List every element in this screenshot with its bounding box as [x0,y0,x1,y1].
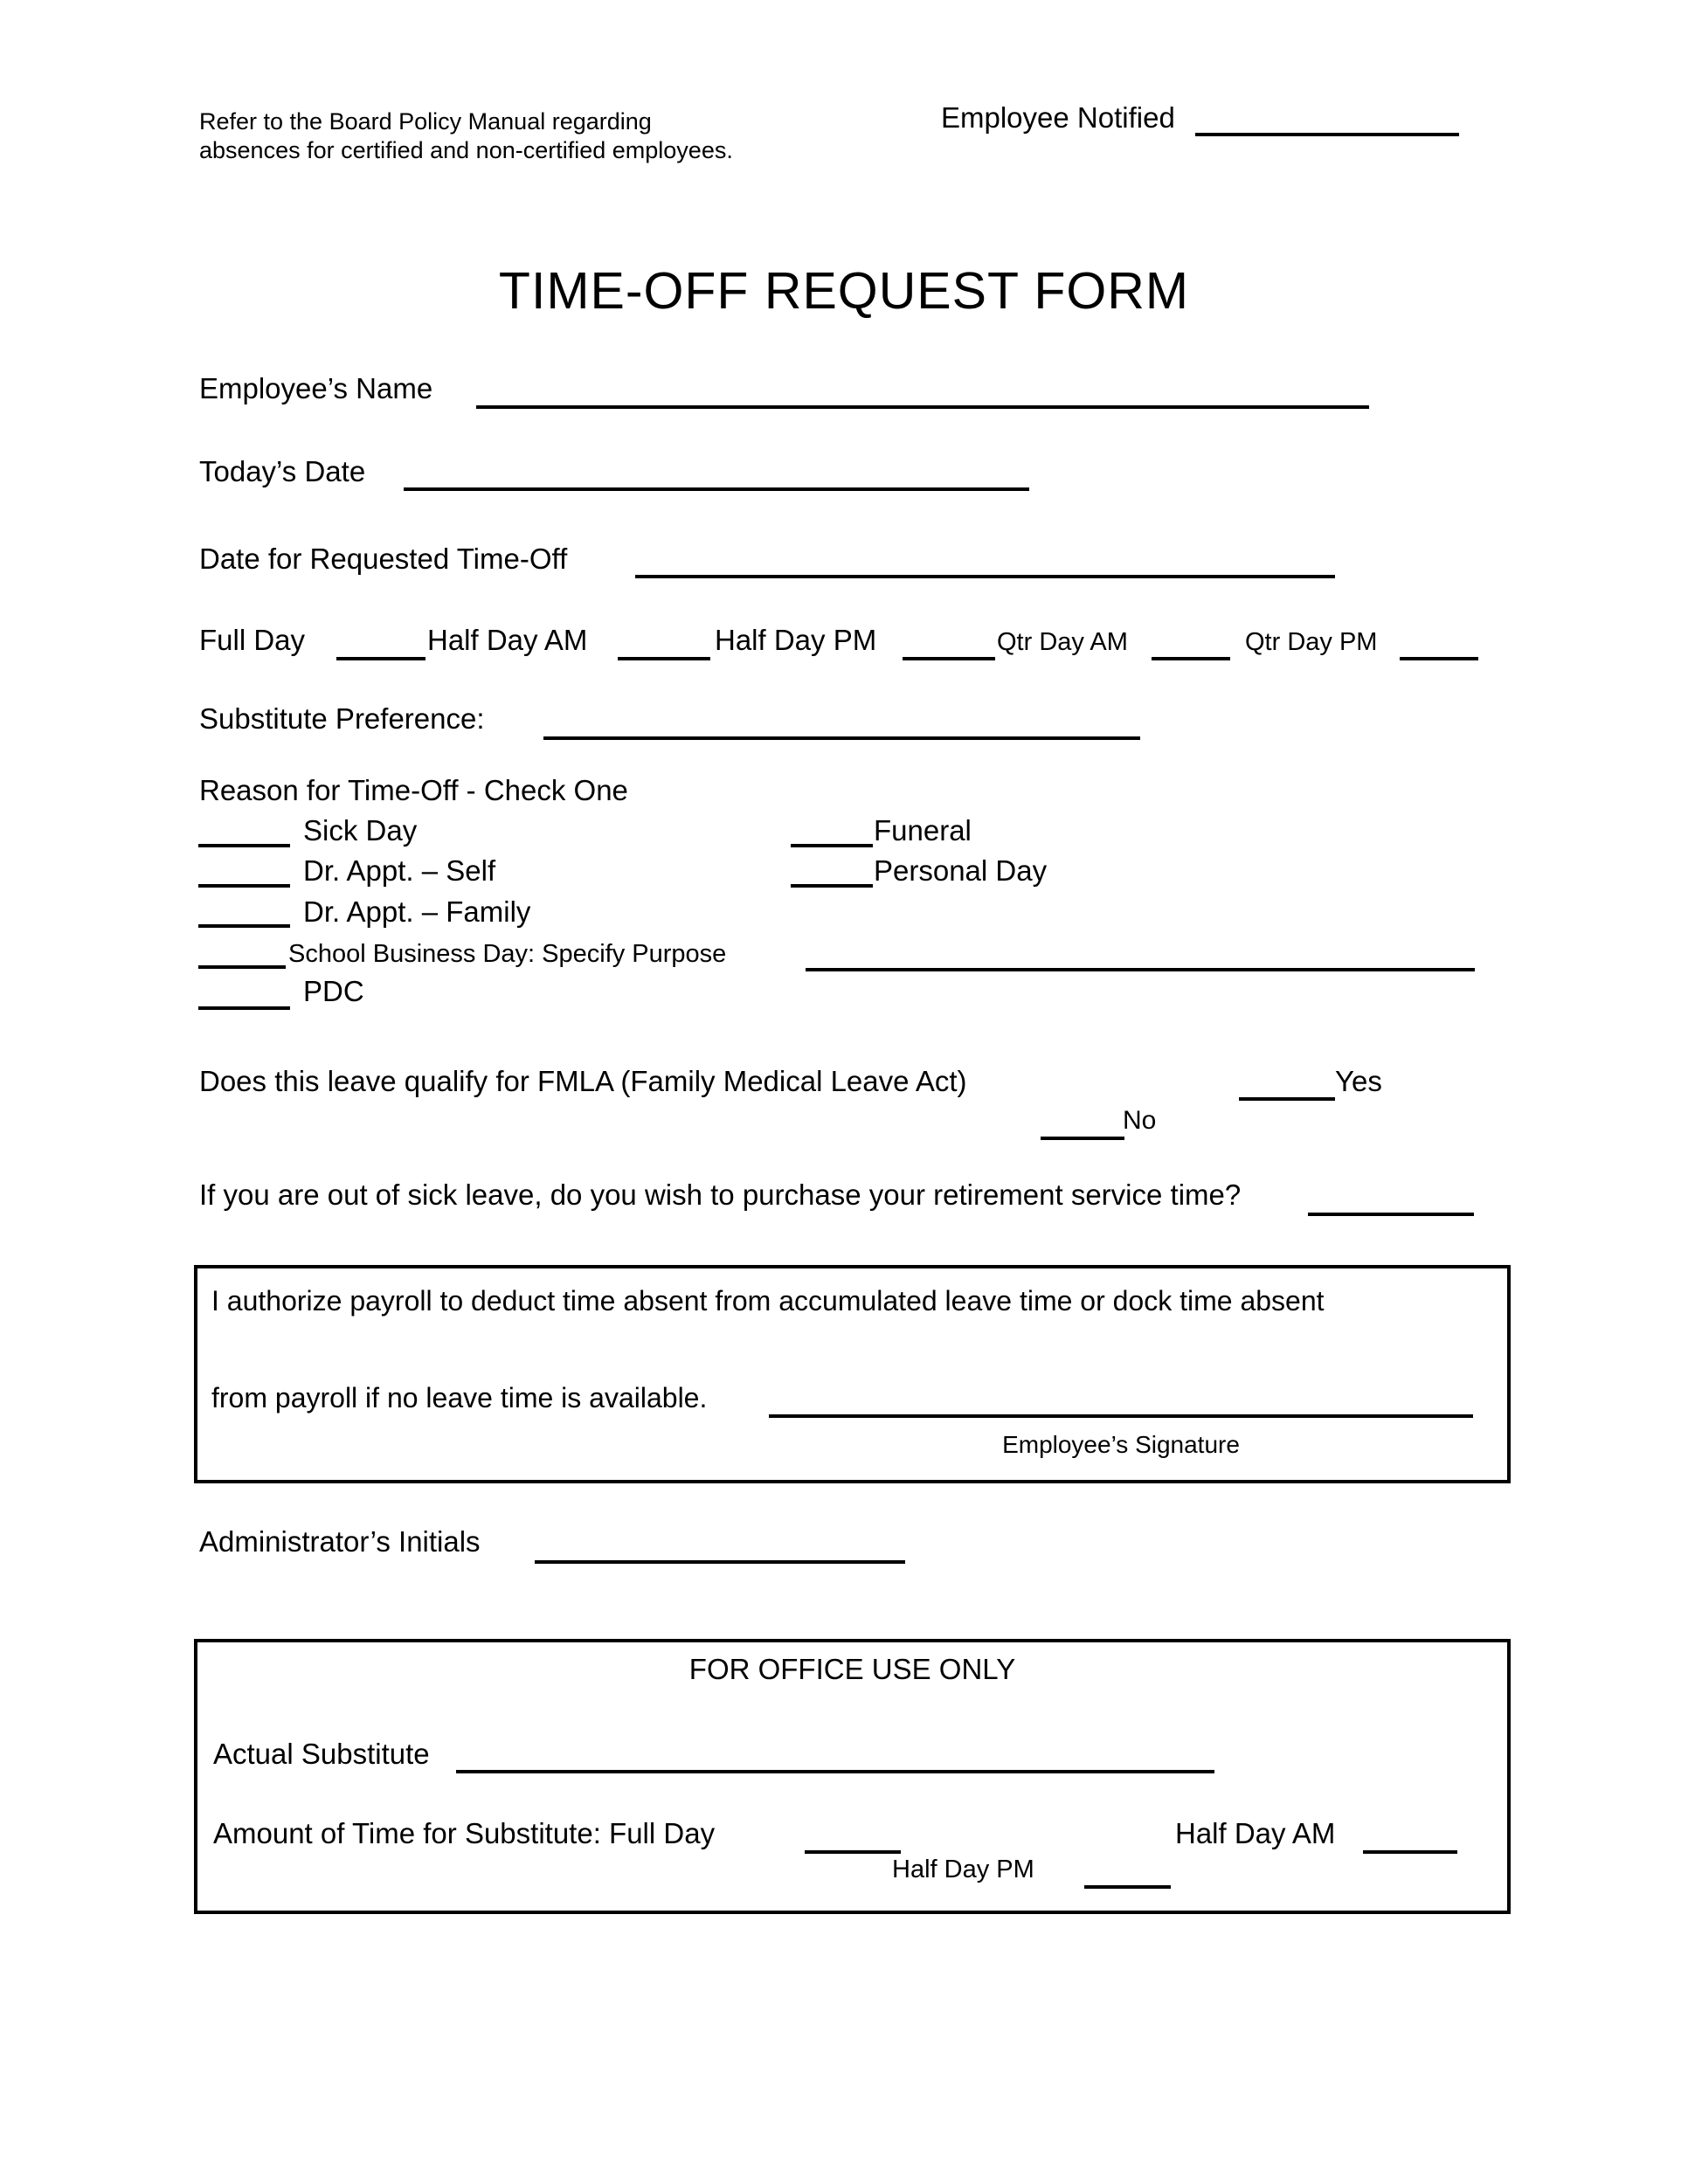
substitute-preference-label: Substitute Preference: [199,702,485,735]
personal-day-blank [791,884,873,888]
dr-appt-self-blank [198,884,290,888]
fmla-no-label: No [1123,1106,1157,1135]
employee-notified-label: Employee Notified [941,101,1175,134]
fmla-yes-label: Yes [1335,1065,1382,1097]
qtr-day-am-label: Qtr Day AM [997,628,1128,656]
half-day-pm-blank [903,657,995,660]
retirement-question: If you are out of sick leave, do you wish to purchase your retirement service time? [199,1178,1242,1211]
half-day-am-blank [618,657,710,660]
board-policy-note-line1: Refer to the Board Policy Manual regarding [199,108,652,135]
half-day-pm-label: Half Day PM [715,624,877,656]
office-full-day-blank [805,1850,901,1854]
office-half-day-pm-label: Half Day PM [892,1856,1034,1883]
employee-name-label: Employee’s Name [199,372,433,404]
dr-appt-self-label: Dr. Appt. – Self [303,854,496,887]
date-requested-blank [635,575,1335,578]
school-business-purpose-blank [806,968,1475,971]
office-half-day-am-blank [1363,1850,1457,1854]
dr-appt-family-label: Dr. Appt. – Family [303,895,531,928]
substitute-preference-blank [543,736,1140,740]
fmla-question: Does this leave qualify for FMLA (Family Medical Leave Act) [199,1065,967,1097]
school-business-label: School Business Day: Specify Purpose [288,940,727,968]
retirement-blank [1308,1213,1474,1216]
personal-day-label: Personal Day [874,854,1048,887]
sick-day-blank [198,844,290,847]
full-day-blank [336,657,425,660]
employee-name-blank [476,405,1369,409]
full-day-label: Full Day [199,624,306,656]
qtr-day-pm-label: Qtr Day PM [1245,628,1378,656]
actual-substitute-blank [456,1770,1214,1773]
fmla-yes-blank [1239,1097,1335,1101]
half-day-am-label: Half Day AM [427,624,588,656]
admin-initials-blank [535,1560,905,1564]
pdc-blank [198,1006,290,1010]
qtr-day-pm-blank [1400,657,1478,660]
date-requested-label: Date for Requested Time-Off [199,543,568,575]
todays-date-label: Today’s Date [199,455,366,487]
actual-substitute-label: Actual Substitute [213,1738,430,1770]
board-policy-note-line2: absences for certified and non-certified employees. [199,137,733,163]
office-use-heading: FOR OFFICE USE ONLY [688,1653,1016,1685]
funeral-label: Funeral [874,814,972,847]
dr-appt-family-blank [198,924,290,928]
qtr-day-am-blank [1152,657,1230,660]
page-title: TIME-OFF REQUEST FORM [498,262,1190,320]
authorization-line2: from payroll if no leave time is available. [211,1382,708,1413]
office-half-day-pm-blank [1084,1885,1171,1889]
employee-signature-caption: Employee’s Signature [1002,1431,1240,1458]
school-business-blank [198,965,286,969]
admin-initials-label: Administrator’s Initials [199,1525,481,1558]
authorization-line1: I authorize payroll to deduct time absent from accumulated leave time or dock time absent [211,1285,1325,1317]
funeral-blank [791,844,873,847]
pdc-label: PDC [303,975,364,1007]
reason-heading: Reason for Time-Off - Check One [199,774,628,806]
office-half-day-am-label: Half Day AM [1175,1817,1336,1849]
amount-of-time-label: Amount of Time for Substitute: Full Day [213,1817,716,1849]
employee-signature-blank [769,1414,1473,1418]
fmla-no-blank [1041,1137,1124,1140]
todays-date-blank [404,487,1029,491]
employee-notified-blank [1195,133,1459,136]
sick-day-label: Sick Day [303,814,418,847]
